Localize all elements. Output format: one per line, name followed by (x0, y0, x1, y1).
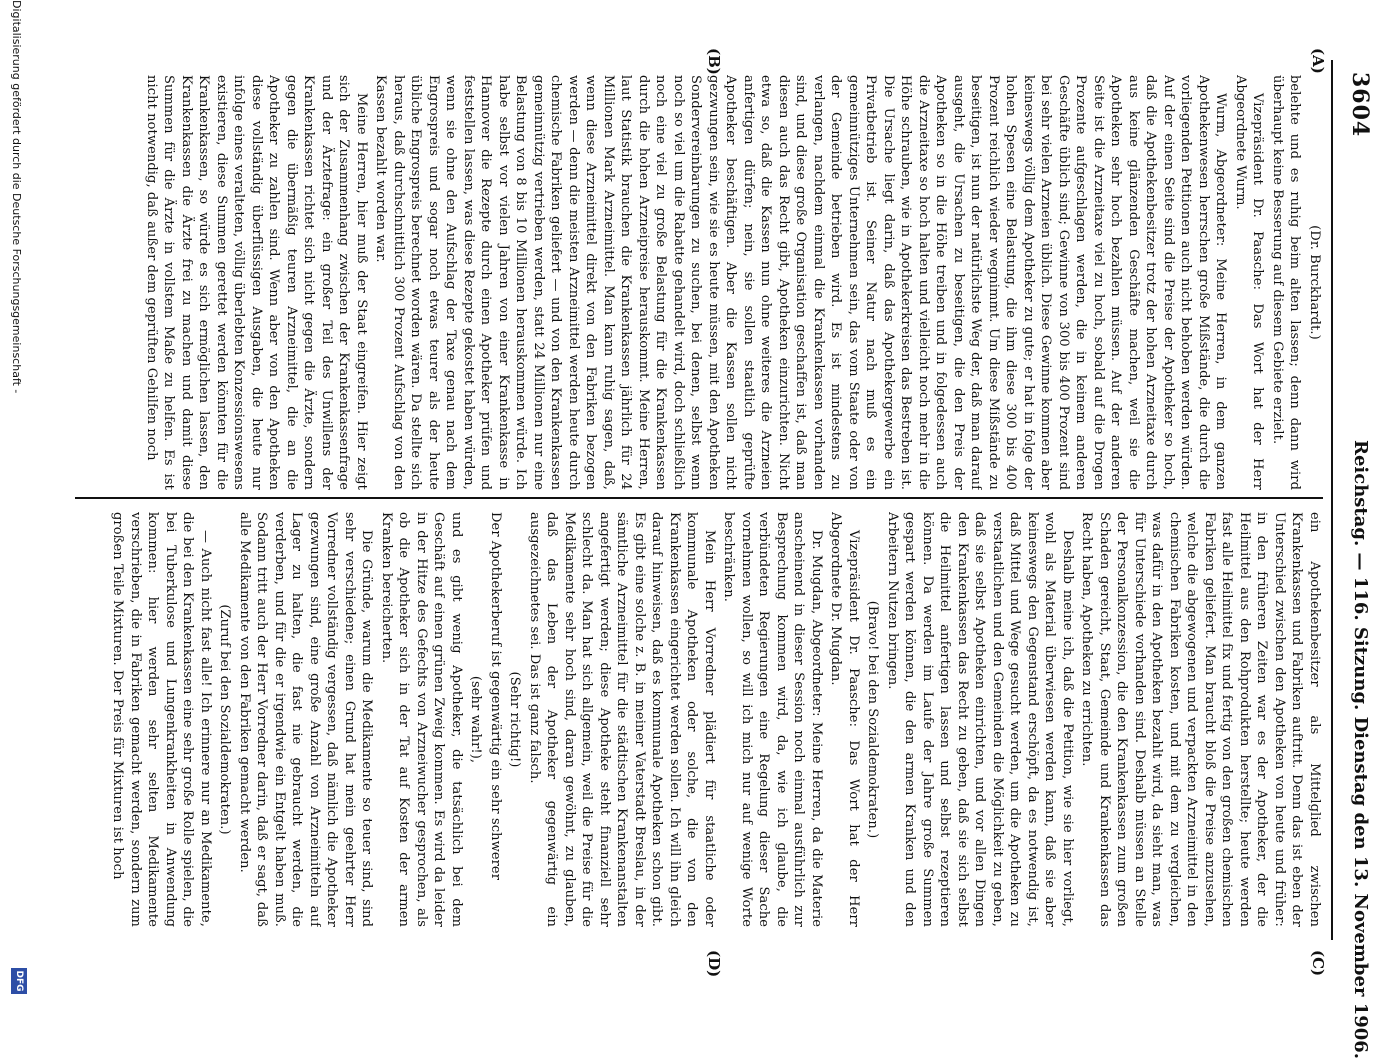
margin-marker-b: (B) (705, 48, 723, 75)
speech-paragraph: Wurm, Abgeordneter: Meine Herren, in dem ganzen Apothekenwesen herrschen große Mißstände, die durch die vorliegenden Petitionen auch nicht behoben werden würden. Auf der einen Seite sind die Preise der Apotheker so hoch, daß die Apothekenbesitzer trotz der hohen Arzneitaxe durch aus keine glänzenden Geschäfte machen, weil sie die Apotheken sehr hoch bezahlen müssen. Auf der anderen Seite ist die Arzneitaxe viel zu hoch, sobald auf die Drogen Prozente aufgeschlagen werden, die in keinem anderen Geschäfte üblich sind; Gewinne von 300 bis 400 Prozent sind bei sehr vielen Arzneien üblich. Diese Gewinne kommen aber keineswegs völlig dem Apotheker zu gute; er hat in folge der hohen Spesen eine Belastung, die ihm diese 300 bis 400 Prozent reichlich wieder wegnimmt. Um diese Mißstände zu beseitigen, ist nun der natürlichste Weg der, daß man darauf ausgeht, die Ursachen zu beseitigen, die den Preis der Apotheken so in die Höhe treiben und in folgedessen auch die Arzneitaxe so hoch halten und vielleicht noch mehr in die Höhe schrauben, wie in Apothekerkreisen das Bestreben ist. Die Ursache liegt darin, daß das Apothekergewerbe ein Privatbetrieb ist. Seiner Natur nach muß es ein gemeinnütziges Unternehmen sein, das vom Staate oder von der Gemeinde betrieben wird. Es ist mindestens zu verlangen, nachdem einmal die Krankenkassen vorhanden sind, und diese große Organisation geschaffen ist, daß man diesen auch das Recht gibt, Apotheken einzurichten. Nicht etwa so, daß die Kassen nun ohne weiteres die Arzneien anfertigen dürfen; nein, sie sollen staatlich geprüfte Apotheker beschäftigen. Aber die Kassen sollen nicht gezwungen sein, wie sie es heute müssen, mit den Apotheken Sondervereinbarungen zu suchen, bei denen, selbst wenn noch so viel um die Rabatte gehandelt wird, doch schließlich noch eine viel zu große Belastung für die Krankenkassen durch die hohen Arzneipreise herauskommt. Meine Herren, laut Statistik brauchen die Krankenkassen jährlich für 24 Millionen Mark Arzneimittel. Man kann ruhig sagen, daß, wenn diese Arzneimittel direkt von den Fabriken bezogen werden — denn die meisten Arzneimittel werden heute durch chemische Fabriken geliefert — und von den Krankenkassen gemeinnützig vertrieben werden, statt 24 Millionen nur eine Belastung von 8 bis 10 Millionen herauskommen würde. Ich habe selbst vor vielen Jahren von einer Krankenkasse in Hannover die Rezepte durch einen Apotheker prüfen und feststellen lassen, was diese Rezepte gekostet haben würden, wenn sie ohne den Aufschlag der Taxe genau nach dem Engrospreis und sogar noch etwas teurer als der heute übliche Engrospreis berechnet worden wären. Da stellte sich heraus, daß durchschnittlich 300 Prozent Aufschlag von den Kassen bezahlt worden war. (373, 75, 1229, 490)
page-header-title: Reichstag. — 116. Sitzung. Dienstag den 13. November 1906. (1350, 440, 1371, 1059)
right-column (78, 512, 1323, 927)
page-number: 3604 (1347, 72, 1373, 138)
digitization-footer: Digitalisierung gefördert durch die Deutsche Forschungsgemeinschaft - (10, 0, 23, 394)
dfg-logo: DFG (11, 968, 27, 994)
presiding-note: Vizepräsident Dr. Paasche: Das Wort hat der Herr Abgeordnete Wurm. (1233, 75, 1266, 490)
speech-paragraph: und es gibt wenig Apotheker, die tatsächlich bei dem Geschäft auf einen grünen Zweig kommen. Es wird da leider in der Hitze des Gefechts von Arzneiwucher gesprochen, als ob die Apotheker sich in der Tat auf Kosten der armen Kranken bereicherten. (379, 512, 464, 927)
speech-paragraph: Mein Herr Vorredner plädiert für staatliche oder kommunale Apotheken oder solche, die von den Krankenkassen eingerichtet werden sollen. Ich will ihn gleich darauf hinweisen, daß es kommunale Apotheken schon gibt. Es gibt eine solche z. B. in meiner Vaterstadt Breslau, in der sämtliche Arzneimittel für die städtischen Krankenanstalten angefertigt werden; diese Apotheke steht finanziell sehr schlecht da. Man hat sich allgemein, weil die Preise für die Medikamente sehr hoch sind, daran gewöhnt, zu glauben, daß das Leben der Apotheker gegenwärtig ein ausgezeichnetes sei. Das ist ganz falsch. (527, 512, 717, 927)
header-rule (1331, 60, 1333, 940)
left-column (78, 75, 1323, 490)
paragraph: belehte und es ruhig beim alten lassen; denn dann wird überhaupt keine Besserung auf diesem Gebiete erzielt. (1270, 75, 1303, 490)
speech-paragraph: Der Apothekerberuf ist gegenwärtig ein sehr schwerer (488, 512, 503, 881)
interjection: (Bravo! bei den Sozialdemokraten.) (865, 600, 881, 839)
speech-paragraph: Deshalb meine ich, daß die Petition, wie sie hier vorliegt, wohl als Material überwiesen werden kann, daß sie aber keineswegs den Gegenstand erschöpft, da es notwendig ist, daß Mittel und Wege gesucht werden, um die Apotheken zu verstaatlichen und den Gemeinden die Möglichkeit zu geben, daß sie selbst Apotheken einrichten, und vor allen Dingen den Krankenkassen das Recht zu geben, daß sie sich selbst die Heilmittel anfertigen lassen und selbst rezeptieren können. Da werden im Laufe der Jahre große Summen gespart werden können, die den armen Kranken und den Arbeitern Nutzen bringen. (885, 512, 1075, 927)
speech-paragraph: Dr. Mugdan, Abgeordneter: Meine Herren, da die Materie anscheinend in dieser Session noch einmal ausführlich zur Besprechung kommen wird, da, wie ich glaube, die verbündeten Regierungen eine Regelung dieser Sache vornehmen wollen, so will ich mich nur auf wenige Worte beschränken. (721, 512, 824, 927)
margin-marker-d: (D) (705, 950, 723, 978)
speech-paragraph: Meine Herren, hier muß der Staat eingreifen. Hier zeigt sich der Zusammenhang zwischen der Krankenkassenfrage und der Ärztefrage: ein großer Teil des Unwillens der Krankenkassen richtet sich nicht gegen die Ärzte, sondern gegen die übermäßig teuren Arzneimittel, die an die Apotheker zu zahlen sind. Wenn aber von den Apotheken diese vollständig überflüssigen Ausgaben, die heute nur infolge eines veralteten, völlig überlebten Konzessionswesens existieren, diese Summen gerettet werden könnten für die Krankenkassen, so würde es sich ermöglichen lassen, den Krankenkassen die Ärzte frei zu machen und damit diese Summen für die Ärzte in vollstem Maße zu helfen. Es ist nicht notwendig, daß außer dem geprüften Gehilfen noch (144, 75, 369, 490)
speech-paragraph: ein Apothekenbesitzer als Mittelglied zwischen Krankenkassen und Fabriken auftritt. Denn das ist eben der Unterschied zwischen den Apotheken von heute und früher: in den früheren Zeiten war es der Apotheker, der die Heilmittel aus den Rohprodukten herstellte; heute werden fast alle Heilmittel fix und fertig von den großen chemischen Fabriken geliefert. Man braucht bloß die Preise anzusehen, welche die abgewogenen und verpackten Arzneimittel in den chemischen Fabriken kosten, und mit dem zu vergleichen, was dafür in den Apotheken bezahlt wird, da sieht man, was für Unterschiede vorhanden sind. Deshalb müssen an Stelle der Personalkonzession, die den Krankenkassen zum großen Schaden gereicht, Staat, Gemeinde und Krankenkassen das Recht haben, Apotheken zu errichten. (1079, 512, 1322, 927)
interjection: (Sehr richtig!) (507, 671, 523, 768)
presiding-note: Vizepräsident Dr. Paasche: Das Wort hat der Herr Abgeordnete Dr. Mugdan. (828, 512, 861, 927)
margin-marker-c: (C) (1309, 950, 1327, 977)
speech-paragraph: Die Gründe, warum die Medikamente so teuer sind, sind sehr verschiedene; einen Grund hat mein geehrter Herr Vorredner vollständig vergessen, daß nämlich die Apotheker gezwungen sind, eine große Anzahl von Arzneimitteln auf Lager zu halten, die fast nie gebraucht werden, die verderben, und für die er irgendwie ein Entgelt haben muß. Sodann tritt auch der Herr Vorredner darin, daß er sagt, daß alle Medikamente von den Fabriken gemacht werden. (237, 512, 375, 927)
interjection: (Zuruf bei den Sozialdemokraten.) (217, 604, 233, 835)
interjection: (sehr wahr!), (468, 675, 484, 764)
speaker-reference: (Dr. Burckhardt.) (1307, 225, 1322, 340)
speech-paragraph: — Auch nicht fast alle! Ich erinnere nur an Medikamente, die bei den Krankenkassen eine sehr große Rolle spielen, die bei Tuberkulose und Lungenkrankheiten in Anwendung kommen: hier werden sehr selten Medikamente verschrieben, die in Fabriken gemacht werden, sondern zum großen Teile Mixturen. Der Preis für Mixturen ist hoch (110, 512, 213, 927)
column-divider (75, 497, 1323, 499)
margin-marker-a: (A) (1309, 48, 1327, 74)
